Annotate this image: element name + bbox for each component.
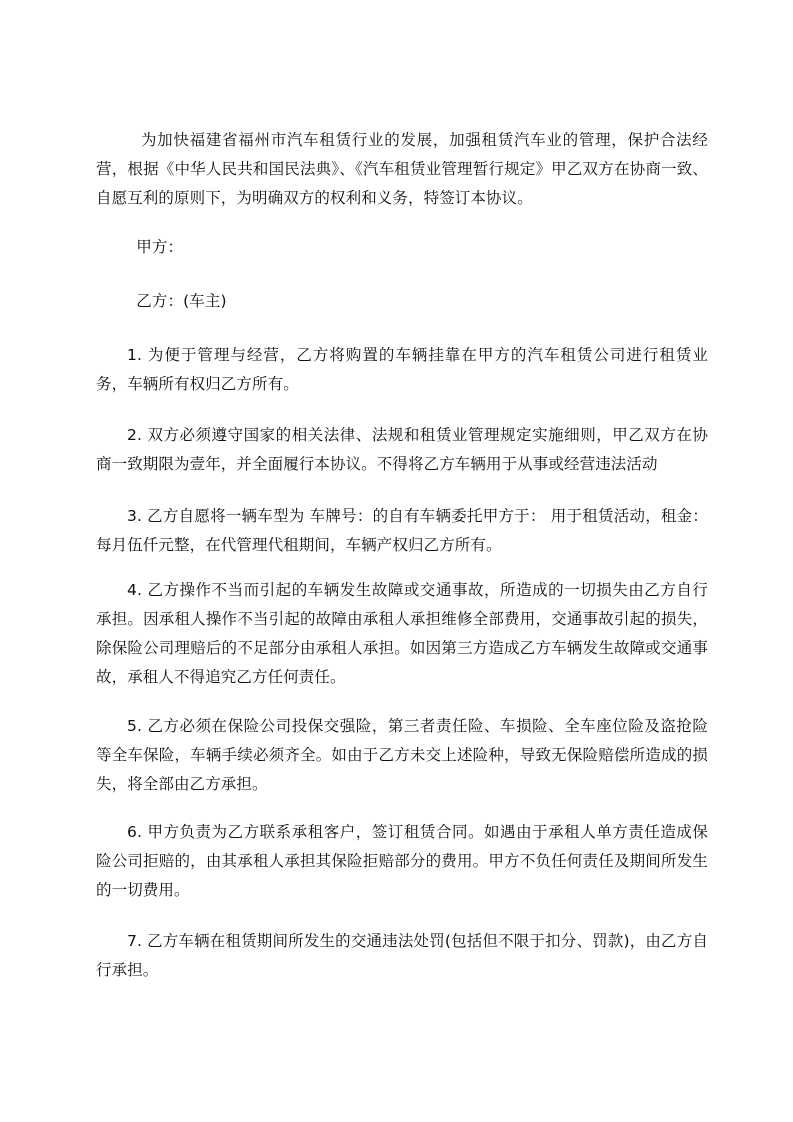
- clause-3: 3. 乙方自愿将一辆车型为 车牌号：的自有车辆委托甲方于： 用于租赁活动，租金：每月伍仟元整，在代管理代租期间，车辆产权归乙方所有。: [96, 507, 708, 554]
- clause-1: 1. 为便于管理与经营，乙方将购置的车辆挂靠在甲方的汽车租赁公司进行租赁业务，车辆所有权归乙方所有。: [96, 346, 708, 393]
- party-a-line: 甲方：: [136, 238, 184, 256]
- clause-7: 7. 乙方车辆在租赁期间所发生的交通违法处罚(包括但不限于扣分、罚款)，由乙方自行承担。: [96, 932, 708, 979]
- clause-2: 2. 双方必须遵守国家的相关法律、法规和租赁业管理规定实施细则，甲乙双方在协商一致期限为壹年，并全面履行本协议。不得将乙方车辆用于从事或经营违法活动: [96, 426, 708, 473]
- clause-6: 6. 甲方负责为乙方联系承租客户，签订租赁合同。如遇由于承租人单方责任造成保险公司拒赔的，由其承租人承担其保险拒赔部分的费用。甲方不负任何责任及期间所发生的一切费用。: [96, 823, 708, 899]
- clause-4: 4. 乙方操作不当而引起的车辆发生故障或交通事故，所造成的一切损失由乙方自行承担。因承租人操作不当引起的故障由承租人承担维修全部费用，交通事故引起的损失，除保险公司理赔后的不足部分由承租人承担。如因第三方造成乙方车辆发生故障或交通事故，承租人不得追究乙方任何责任。: [96, 581, 708, 686]
- intro-paragraph: 为加快福建省福州市汽车租赁行业的发展，加强租赁汽车业的管理，保护合法经营，根据《中华人民共和国民法典》、《汽车租赁业管理暂行规定》甲乙双方在协商一致、自愿互利的原则下，为明确双方的权利和义务，特签订本协议。: [96, 131, 708, 207]
- clause-5: 5. 乙方必须在保险公司投保交强险，第三者责任险、车损险、全车座位险及盗抢险等全车保险，车辆手续必须齐全。如由于乙方未交上述险种，导致无保险赔偿所造成的损失，将全部由乙方承担。: [96, 717, 708, 793]
- party-b-line: 乙方：(车主): [136, 292, 227, 310]
